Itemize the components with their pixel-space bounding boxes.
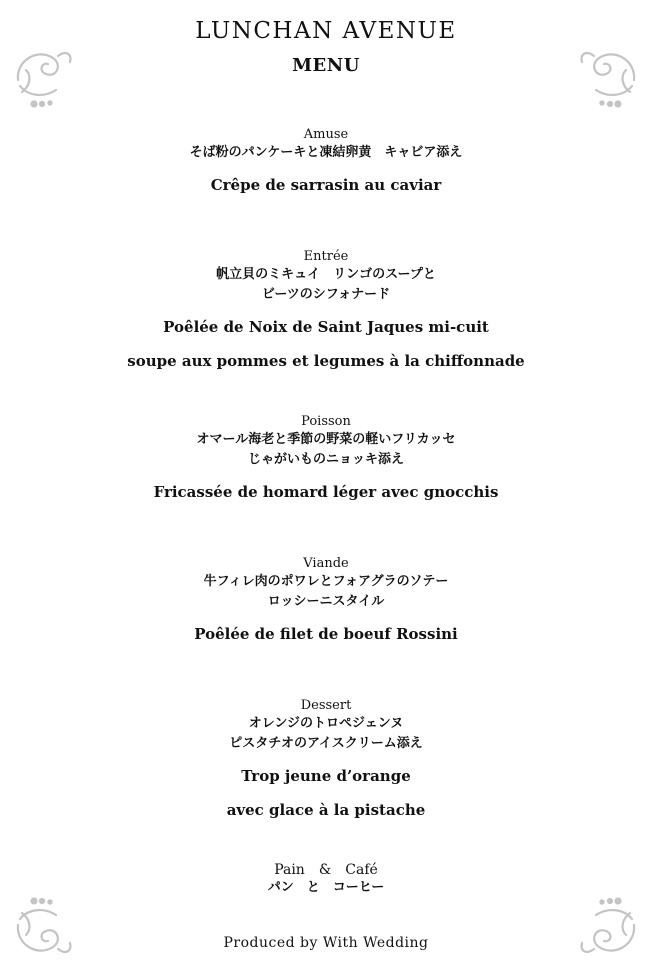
course-fr-line: Poêlée de filet de boeuf Rossini: [194, 625, 458, 643]
flourish-ornament-icon: [8, 895, 78, 965]
course-jp-line: 牛フィレ肉のポワレとフォアグラのソテー: [203, 574, 449, 589]
course-pain-cafe: [0, 862, 652, 898]
page-title: LUNCHAN AVENUE: [195, 18, 457, 44]
course-jp-line: そば粉のパンケーキと凍結卵黄 キャビア添え: [189, 145, 463, 160]
course-name: Amuse: [303, 127, 349, 142]
course-name: Viande: [303, 556, 349, 571]
course-poisson: [0, 414, 652, 502]
course-name: Poisson: [301, 414, 351, 429]
course-name: Entrée: [303, 249, 349, 264]
course-jp-line: 帆立貝のミキュイ リンゴのスープと: [216, 267, 436, 282]
course-jp-line: オレンジのトロペジェンヌ: [248, 716, 404, 731]
course-fr-line: Fricassée de homard léger avec gnocchis: [153, 483, 499, 501]
course-fr-line: avec glace à la pistache: [226, 801, 426, 819]
course-name: Pain & Café: [274, 862, 378, 878]
course-dessert: [0, 698, 652, 820]
course-entree: [0, 249, 652, 371]
course-fr-line: Trop jeune d’orange: [241, 767, 411, 785]
menu-header: [0, 16, 652, 78]
course-fr-line: Poêlée de Noix de Saint Jaques mi-cuit: [163, 318, 489, 336]
page-subtitle: MENU: [292, 55, 360, 76]
course-jp-line: オマール海老と季節の野菜の軽いフリカッセ: [196, 432, 456, 447]
flourish-ornament-icon: [574, 895, 644, 965]
course-jp-line: じゃがいものニョッキ添え: [247, 452, 404, 467]
course-jp-line: ビーツのシフォナード: [261, 287, 391, 302]
course-amuse: [0, 127, 652, 195]
footer-credit: Produced by With Wedding: [223, 935, 429, 951]
course-fr-line: soupe aux pommes et legumes à la chiffonnade: [127, 352, 525, 370]
course-jp-line: パン と コーヒー: [267, 880, 385, 895]
course-jp-line: ピスタチオのアイスクリーム添え: [229, 736, 423, 751]
course-name: Dessert: [300, 698, 352, 713]
course-jp-line: ロッシーニスタイル: [267, 594, 385, 609]
course-viande: [0, 556, 652, 644]
course-fr-line: Crêpe de sarrasin au caviar: [210, 176, 442, 194]
